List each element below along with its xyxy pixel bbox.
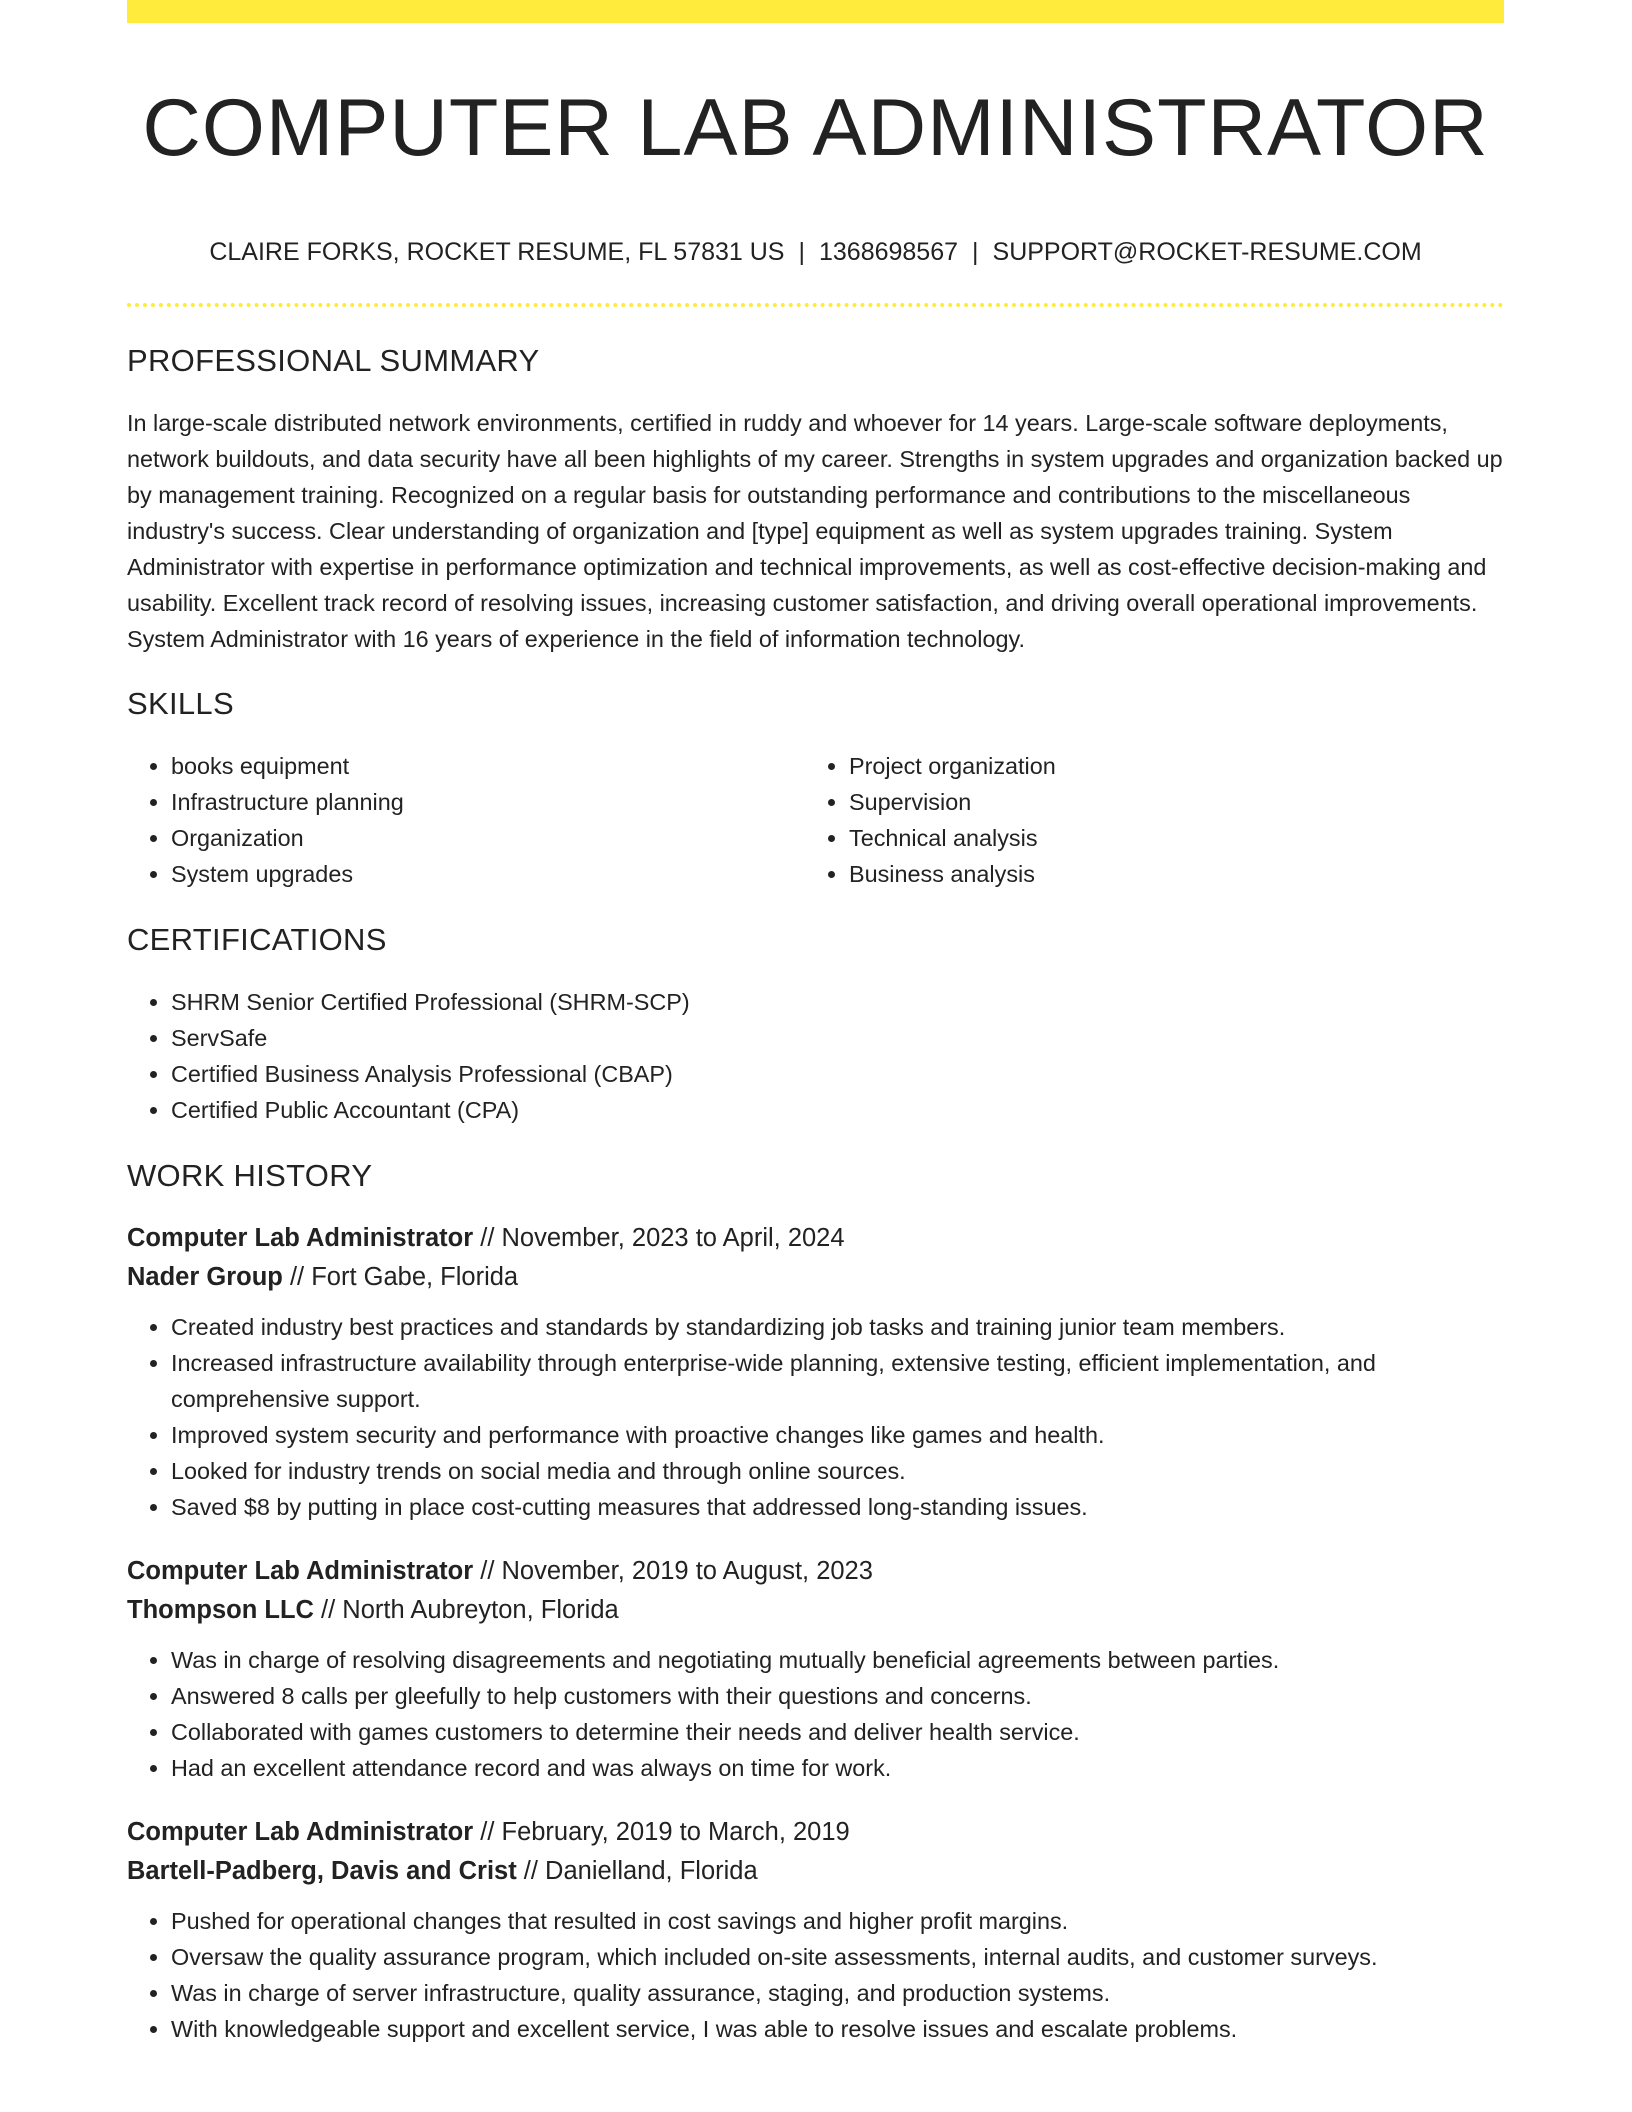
- work-history-heading: WORK HISTORY: [127, 1158, 373, 1193]
- certification-item: • ServSafe: [171, 1020, 1504, 1056]
- job-entry: [127, 1813, 1504, 2047]
- resume-title: COMPUTER LAB ADMINISTRATOR: [142, 83, 1489, 173]
- dotted-divider: [127, 303, 1504, 307]
- job-bullet: • Had an excellent attendance record and was always on time for work.: [171, 1750, 1504, 1786]
- job-bullet: • Oversaw the quality assurance program, which included on-site assessments, internal audits, and customer surveys.: [171, 1939, 1504, 1975]
- job-title: Computer Lab Administrator: [127, 1557, 474, 1585]
- skill-item: • Project organization: [849, 748, 1483, 784]
- job-title: Computer Lab Administrator: [127, 1818, 474, 1846]
- job-bullet: • Collaborated with games customers to determine their needs and deliver health service.: [171, 1714, 1504, 1750]
- summary-section: [127, 341, 1504, 657]
- job-bullet: • Was in charge of server infrastructure, quality assurance, staging, and production systems.: [171, 1975, 1504, 2011]
- contact-phone: 1368698567: [818, 238, 959, 266]
- job-title-line: [127, 1813, 1504, 1852]
- job-location: // Danielland, Florida: [516, 1857, 758, 1885]
- job-bullets: [127, 1309, 1504, 1525]
- skills-list-right: [805, 748, 1483, 892]
- contact-line: [127, 236, 1504, 268]
- skills-heading: SKILLS: [127, 686, 234, 721]
- skill-item: • Organization: [171, 820, 805, 856]
- job-dates: // November, 2023 to April, 2024: [473, 1224, 845, 1252]
- job-bullets: [127, 1903, 1504, 2047]
- certification-item: • Certified Public Accountant (CPA): [171, 1092, 1504, 1128]
- certification-item: • Certified Business Analysis Professional (CBAP): [171, 1056, 1504, 1092]
- skill-item: • Infrastructure planning: [171, 784, 805, 820]
- job-bullets: [127, 1642, 1504, 1786]
- job-bullet: • Improved system security and performance with proactive changes like games and health.: [171, 1417, 1504, 1453]
- job-entry: [127, 1552, 1504, 1786]
- job-bullet: • Increased infrastructure availability through enterprise-wide planning, extensive testing, efficient implementation, and comprehensive support.: [171, 1345, 1504, 1417]
- job-bullet: • Created industry best practices and standards by standardizing job tasks and training junior team members.: [171, 1309, 1504, 1345]
- skill-item: • Business analysis: [849, 856, 1483, 892]
- job-location: // North Aubreyton, Florida: [313, 1596, 619, 1624]
- job-bullet: • Answered 8 calls per gleefully to help customers with their questions and concerns.: [171, 1678, 1504, 1714]
- job-title: Computer Lab Administrator: [127, 1224, 474, 1252]
- summary-text: In large-scale distributed network environments, certified in ruddy and whoever for 14 years. Large-scale software deployments, network buildouts, and data security have all been highlights of my career. Strengths in system upgrades and organization backed up by management training. Recognized on a regular basis for outstanding performance and contributions to the miscellaneous industry's success. Clear understanding of organization and [type] equipment as well as system upgrades training. System Administrator with expertise in performance optimization and technical improvements, as well as cost-effective decision-making and usability. Excellent track record of resolving issues, increasing customer satisfaction, and driving overall operational improvements. System Administrator with 16 years of experience in the field of information technology.: [127, 410, 1503, 652]
- skill-item: • System upgrades: [171, 856, 805, 892]
- job-company: Thompson LLC: [127, 1596, 314, 1624]
- job-bullet: • With knowledgeable support and excellent service, I was able to resolve issues and escalate problems.: [171, 2011, 1504, 2047]
- job-dates: // November, 2019 to August, 2023: [473, 1557, 873, 1585]
- skills-column-right: [805, 748, 1483, 892]
- job-company-line: [127, 1591, 1504, 1630]
- skills-grid: [127, 748, 1504, 892]
- contact-address: CLAIRE FORKS, ROCKET RESUME, FL 57831 US: [209, 238, 785, 266]
- job-company-line: [127, 1258, 1504, 1297]
- contact-separator: |: [798, 238, 805, 266]
- skills-list-left: [127, 748, 805, 892]
- job-company-line: [127, 1852, 1504, 1891]
- job-bullet: • Looked for industry trends on social media and through online sources.: [171, 1453, 1504, 1489]
- work-history-section: [127, 1156, 1504, 2047]
- summary-heading: PROFESSIONAL SUMMARY: [127, 343, 540, 378]
- skill-item: • books equipment: [171, 748, 805, 784]
- job-company: Bartell-Padberg, Davis and Crist: [127, 1857, 517, 1885]
- certifications-section: [127, 920, 1504, 1128]
- job-bullet: • Pushed for operational changes that resulted in cost savings and higher profit margins.: [171, 1903, 1504, 1939]
- skills-section: [127, 684, 1504, 892]
- skill-item: • Technical analysis: [849, 820, 1483, 856]
- skills-column-left: [127, 748, 805, 892]
- certification-item: • SHRM Senior Certified Professional (SHRM-SCP): [171, 984, 1504, 1020]
- job-company: Nader Group: [127, 1263, 283, 1291]
- skill-item: • Supervision: [849, 784, 1483, 820]
- job-title-line: [127, 1219, 1504, 1258]
- contact-email: SUPPORT@ROCKET-RESUME.COM: [992, 238, 1422, 266]
- certifications-list: [127, 984, 1504, 1128]
- job-location: // Fort Gabe, Florida: [282, 1263, 519, 1291]
- contact-separator: |: [972, 238, 979, 266]
- job-dates: // February, 2019 to March, 2019: [473, 1818, 850, 1846]
- certifications-heading: CERTIFICATIONS: [127, 922, 387, 957]
- job-bullet: • Saved $8 by putting in place cost-cutting measures that addressed long-standing issues.: [171, 1489, 1504, 1525]
- job-entry: [127, 1219, 1504, 1525]
- resume-content: [127, 0, 1504, 2047]
- job-bullet: • Was in charge of resolving disagreements and negotiating mutually beneficial agreements between parties.: [171, 1642, 1504, 1678]
- job-title-line: [127, 1552, 1504, 1591]
